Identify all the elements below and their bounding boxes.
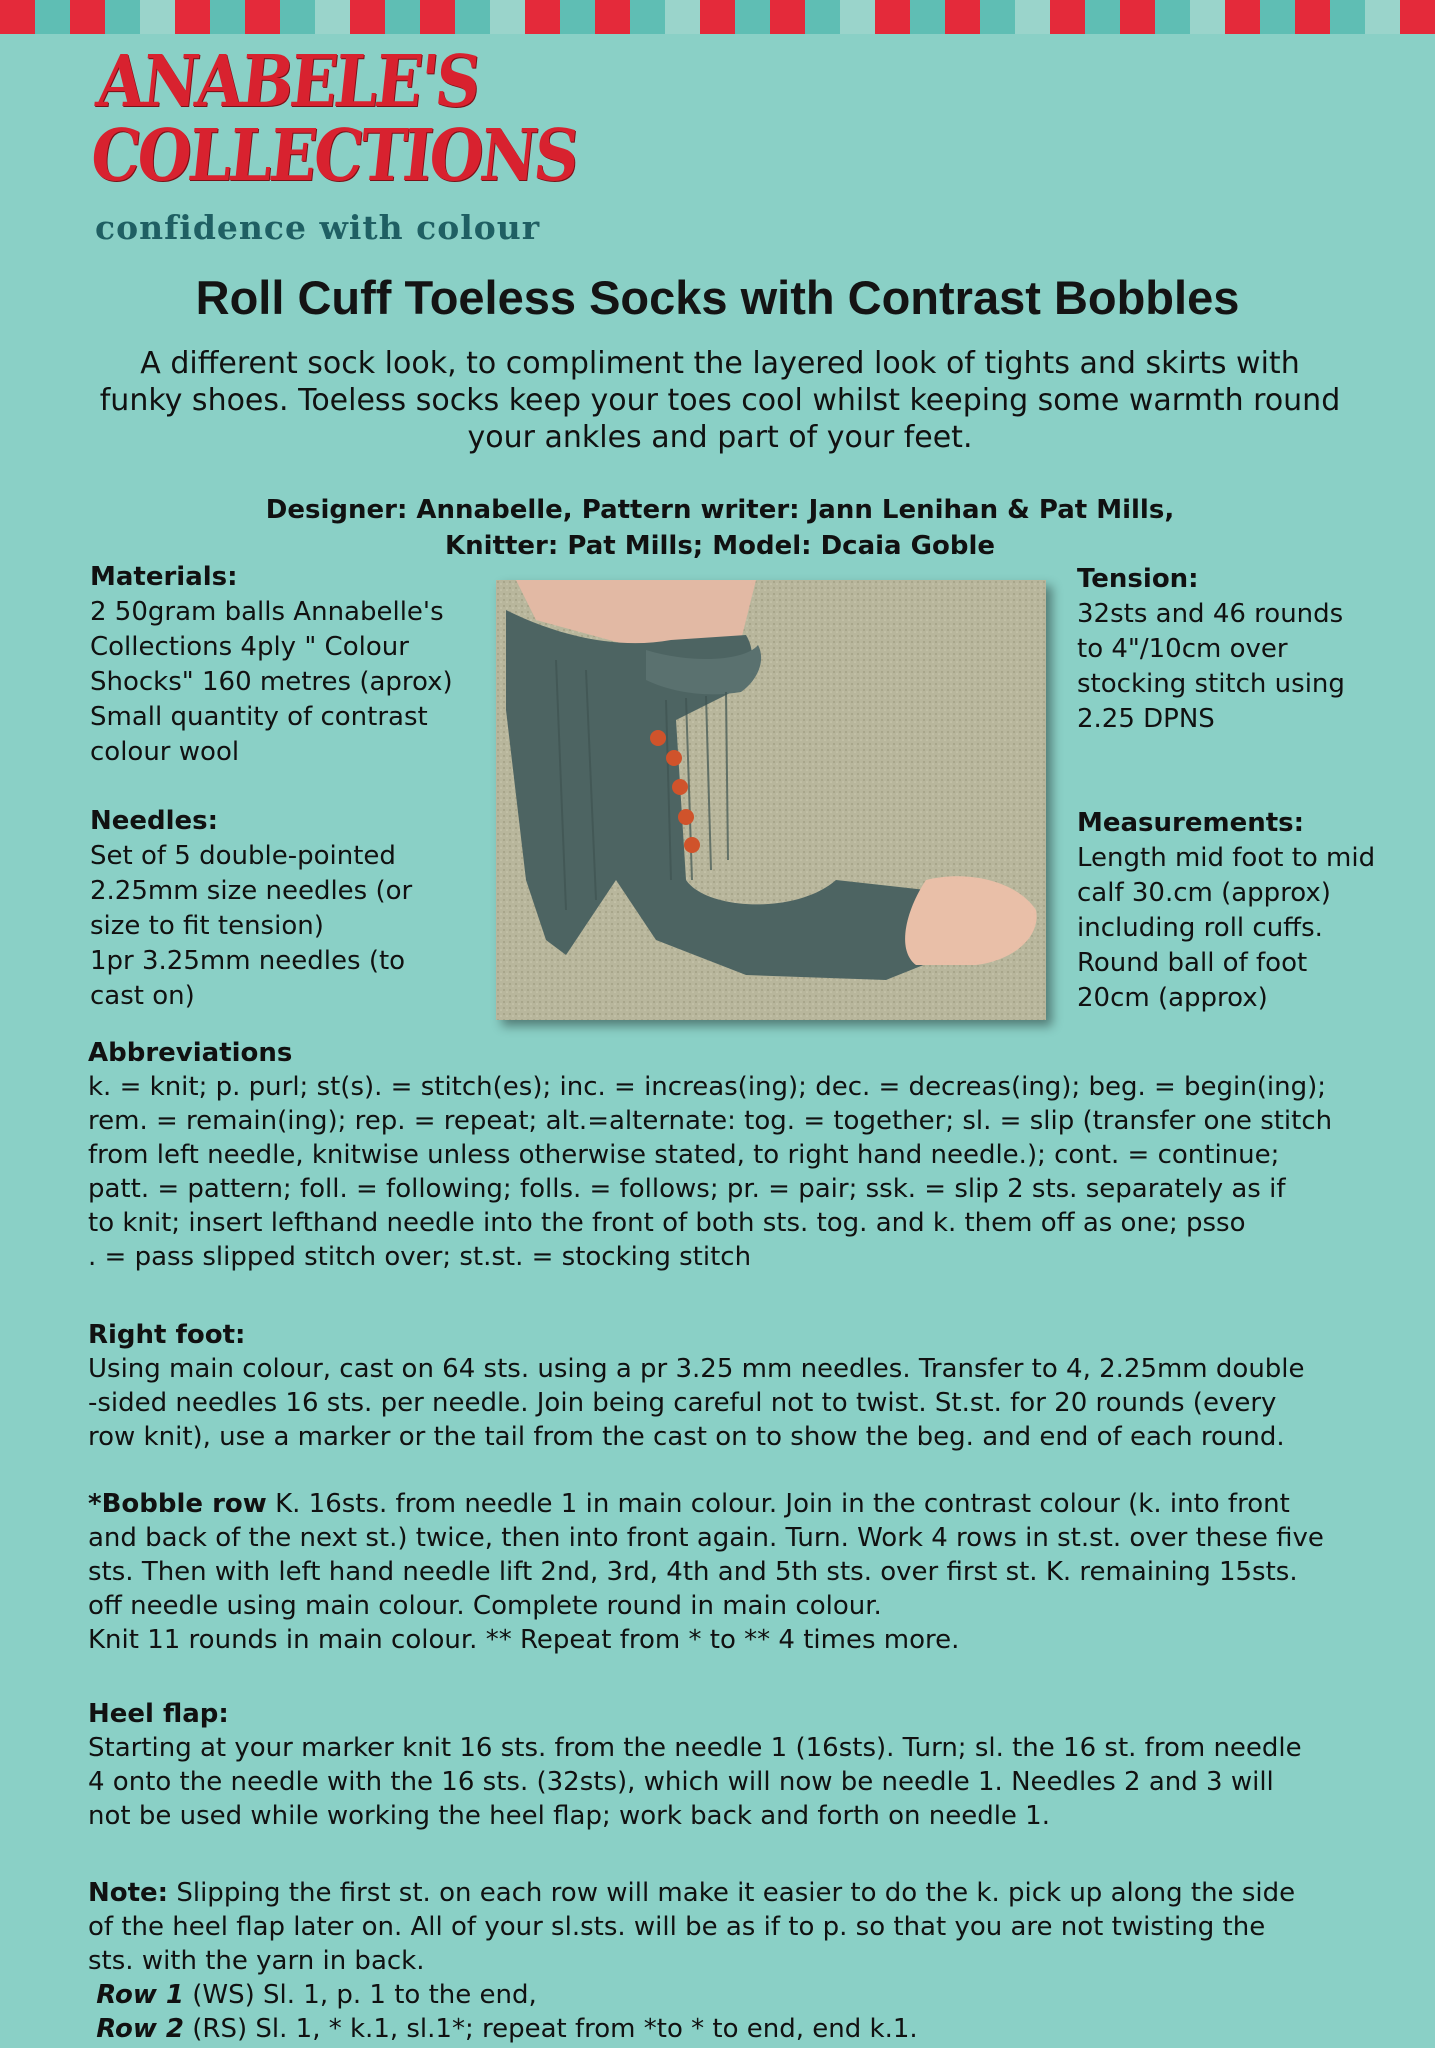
measurements-line: Length mid foot to mid <box>1077 843 1376 873</box>
border-square <box>805 0 840 34</box>
heel-flap-line: Starting at your marker knit 16 sts. from the needle 1 (16sts). Turn; sl. the 16 st. from needle <box>88 1733 1302 1763</box>
right-column <box>1077 562 1422 1050</box>
border-square <box>1085 0 1120 34</box>
border-square <box>105 0 140 34</box>
needles-line: size to fit tension) <box>90 911 324 941</box>
measurements-heading: Measurements: <box>1077 808 1305 838</box>
border-square <box>35 0 70 34</box>
needles-line: cast on) <box>90 981 195 1011</box>
abbreviations-line: to knit; insert lefthand needle into the front of both sts. tog. and k. them off as one; psso <box>88 1208 1246 1238</box>
border-square <box>665 0 700 34</box>
measurements-line: including roll cuffs. <box>1077 913 1323 943</box>
logo-line-2: COLLECTIONS <box>86 113 581 198</box>
border-square <box>910 0 945 34</box>
border-square <box>1365 0 1400 34</box>
heel-flap-text <box>88 1731 1388 1833</box>
border-square <box>875 0 910 34</box>
border-square <box>1400 0 1435 34</box>
bobble-line: sts. Then with left hand needle lift 2nd, 3rd, 4th and 5th sts. over first st. K. remaining 15sts. <box>88 1557 1298 1587</box>
decorative-border <box>0 0 1435 34</box>
right-foot-line: -sided needles 16 sts. per needle. Join being careful not to twist. St.st. for 20 rounds (every <box>88 1388 1277 1418</box>
row-1-label: Row 1 <box>96 1980 185 2010</box>
measurements-line: Round ball of foot <box>1077 948 1308 978</box>
border-square <box>1260 0 1295 34</box>
border-square <box>455 0 490 34</box>
border-square <box>1015 0 1050 34</box>
left-column <box>90 560 490 1048</box>
border-square <box>980 0 1015 34</box>
border-square <box>1155 0 1190 34</box>
intro-paragraph: A different sock look, to compliment the layered look of tights and skirts with funky shoes. Toeless socks keep your toes cool whilst keeping some warmth round your ankles and part of your feet. <box>99 346 1341 455</box>
border-square <box>315 0 350 34</box>
note-text <box>88 1876 1388 2046</box>
note-label: Note: <box>88 1878 169 1908</box>
border-square <box>210 0 245 34</box>
heel-flap-heading: Heel flap: <box>88 1699 229 1729</box>
right-foot-section <box>88 1318 1388 1454</box>
logo-line-1: ANABELE'S <box>92 39 482 124</box>
materials-line: Collections 4ply " Colour <box>90 632 409 662</box>
pattern-title: Roll Cuff Toeless Socks with Contrast Bobbles <box>195 271 1240 324</box>
tension-heading: Tension: <box>1077 564 1199 594</box>
border-square <box>70 0 105 34</box>
border-square <box>1190 0 1225 34</box>
materials-line: Shocks" 160 metres (aprox) <box>90 667 453 697</box>
bobble-line: and back of the next st.) twice, then into front again. Turn. Work 4 rows in st.st. over these five <box>88 1523 1324 1553</box>
border-square <box>1330 0 1365 34</box>
right-foot-text <box>88 1352 1388 1454</box>
row-2-text: (RS) Sl. 1, * k.1, sl.1*; repeat from *to * to end, end k.1. <box>184 2014 918 2044</box>
border-square <box>840 0 875 34</box>
border-square <box>1225 0 1260 34</box>
bobble-line: off needle using main colour. Complete round in main colour. <box>88 1591 882 1621</box>
abbreviations-line: from left needle, knitwise unless otherwise stated, to right hand needle.); cont. = continue; <box>88 1140 1280 1170</box>
abbreviations-line: patt. = pattern; foll. = following; folls. = follows; pr. = pair; ssk. = slip 2 sts. separately as if <box>88 1174 1286 1204</box>
border-square <box>735 0 770 34</box>
bobble-row-section <box>88 1487 1388 1657</box>
row-1-text: (WS) Sl. 1, p. 1 to the end, <box>184 1980 537 2010</box>
needles-line: Set of 5 double-pointed <box>90 841 396 871</box>
materials-text <box>90 595 490 770</box>
row-2-label: Row 2 <box>96 2014 185 2044</box>
border-square <box>420 0 455 34</box>
abbreviations-line: k. = knit; p. purl; st(s). = stitch(es); inc. = increas(ing); dec. = decreas(ing); beg. = begin(ing); <box>88 1072 1327 1102</box>
needles-line: 2.25mm size needles (or <box>90 876 413 906</box>
needles-heading: Needles: <box>90 806 219 836</box>
materials-line: colour wool <box>90 737 240 767</box>
bobble-line: Knit 11 rounds in main colour. ** Repeat from * to ** 4 times more. <box>88 1625 960 1655</box>
right-foot-line: Using main colour, cast on 64 sts. using a pr 3.25 mm needles. Transfer to 4, 2.25mm double <box>88 1354 1305 1384</box>
border-square <box>490 0 525 34</box>
abbreviations-heading: Abbreviations <box>88 1038 293 1068</box>
tension-line: 2.25 DPNS <box>1077 704 1215 734</box>
border-square <box>350 0 385 34</box>
border-square <box>385 0 420 34</box>
credits-line-1: Designer: Annabelle, Pattern writer: Jann Lenihan & Pat Mills, <box>265 495 1175 525</box>
needles-line: 1pr 3.25mm needles (to <box>90 946 406 976</box>
needles-text <box>90 839 490 1014</box>
heel-flap-line: 4 onto the needle with the 16 sts. (32sts), which will now be needle 1. Needles 2 and 3 will <box>88 1767 1274 1797</box>
border-square <box>0 0 35 34</box>
heel-flap-line: not be used while working the heel flap; work back and forth on needle 1. <box>88 1801 1050 1831</box>
tension-line: stocking stitch using <box>1077 669 1345 699</box>
border-square <box>630 0 665 34</box>
abbreviations-section <box>88 1036 1388 1274</box>
credits-line-2: Knitter: Pat Mills; Model: Dcaia Goble <box>445 531 995 561</box>
sock-photo <box>496 580 1046 1020</box>
abbreviations-line: rem. = remain(ing); rep. = repeat; alt.=alternate: tog. = together; sl. = slip (transfer one stitch <box>88 1106 1333 1136</box>
brand-tagline: confidence with colour <box>95 208 541 247</box>
right-foot-heading: Right foot: <box>88 1320 246 1350</box>
border-square <box>140 0 175 34</box>
border-square <box>595 0 630 34</box>
note-line: sts. with the yarn in back. <box>88 1946 425 1976</box>
tension-line: to 4"/10cm over <box>1077 634 1288 664</box>
materials-line: Small quantity of contrast <box>90 702 428 732</box>
right-foot-line: row knit), use a marker or the tail from the cast on to show the beg. and end of each round. <box>88 1422 1285 1452</box>
credits <box>95 492 1345 564</box>
border-square <box>945 0 980 34</box>
border-square <box>525 0 560 34</box>
materials-line: 2 50gram balls Annabelle's <box>90 597 444 627</box>
border-square <box>175 0 210 34</box>
measurements-text <box>1077 841 1422 1016</box>
note-line: Slipping the first st. on each row will make it easier to do the k. pick up along the side <box>168 1878 1296 1908</box>
heel-flap-section <box>88 1697 1388 1833</box>
tension-text <box>1077 597 1422 737</box>
border-square <box>1295 0 1330 34</box>
measurements-line: calf 30.cm (approx) <box>1077 878 1331 908</box>
border-square <box>245 0 280 34</box>
abbreviations-line: . = pass slipped stitch over; st.st. = stocking stitch <box>88 1242 752 1272</box>
border-square <box>1050 0 1085 34</box>
tension-line: 32sts and 46 rounds <box>1077 599 1344 629</box>
border-square <box>770 0 805 34</box>
materials-heading: Materials: <box>90 562 238 592</box>
note-line: of the heel flap later on. All of your sl.sts. will be as if to p. so that you are not twisting the <box>88 1912 1266 1942</box>
border-square <box>700 0 735 34</box>
bobble-row-label: *Bobble row <box>88 1489 267 1519</box>
bobble-line: K. 16sts. from needle 1 in main colour. Join in the contrast colour (k. into front <box>266 1489 1290 1519</box>
border-square <box>280 0 315 34</box>
border-square <box>1120 0 1155 34</box>
abbreviations-text <box>88 1070 1388 1274</box>
measurements-line: 20cm (approx) <box>1077 983 1268 1013</box>
bobble-row-text <box>88 1487 1388 1657</box>
note-section <box>88 1876 1388 2046</box>
sock-illustration <box>496 580 1046 1020</box>
border-square <box>560 0 595 34</box>
